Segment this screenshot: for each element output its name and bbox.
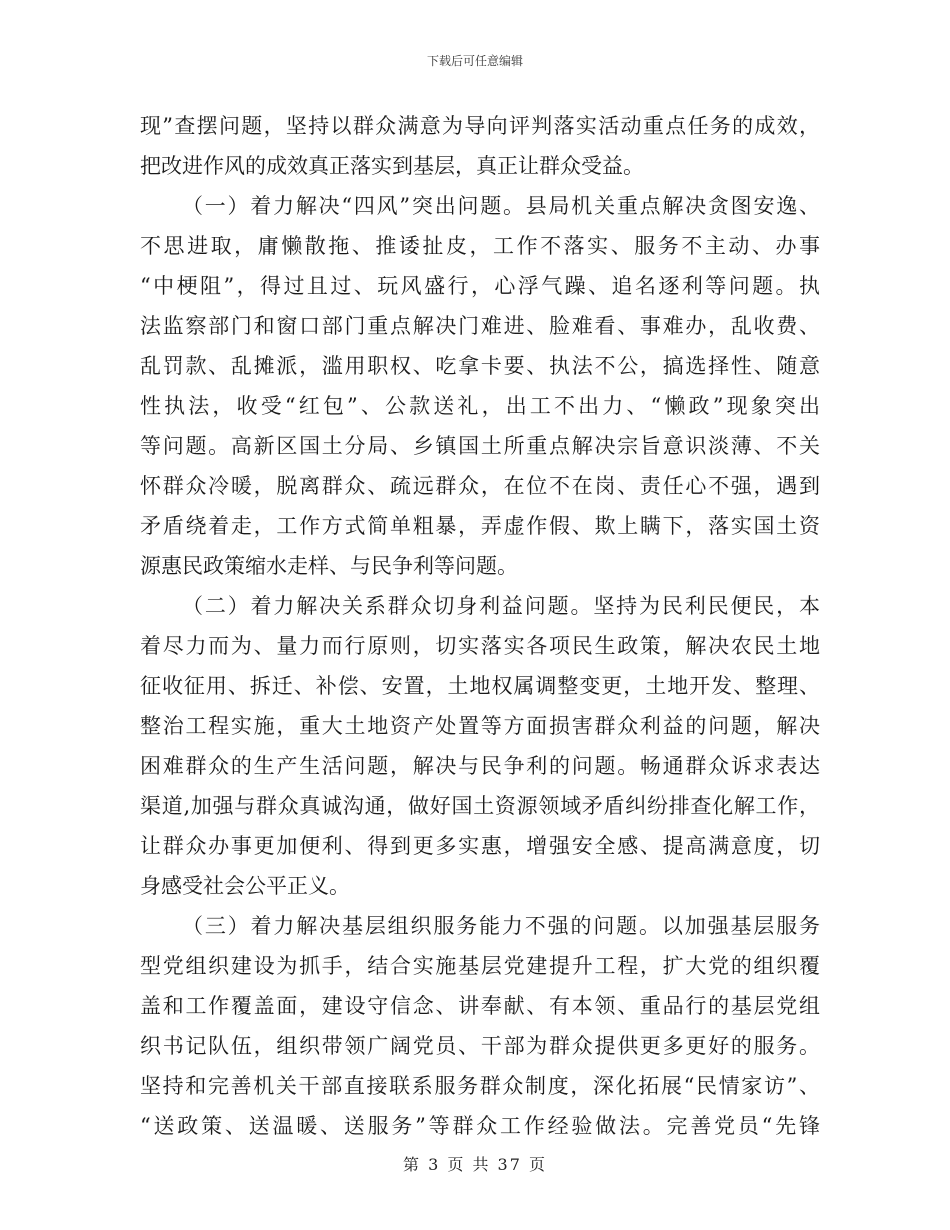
text-line: 不思进取，庸懒散拖、推诿扯皮，工作不落实、服务不主动、办事 — [140, 234, 820, 258]
text-line: 性执法，收受“红包”、公款送礼，出工不出力、“懒政”现象突出 — [140, 394, 820, 418]
text-line: 征收征用、拆迁、补偿、安置，土地权属调整变更，土地开发、整理、 — [140, 674, 820, 698]
text-line: 困难群众的生产生活问题，解决与民争利的问题。畅通群众诉求表达 — [140, 754, 820, 778]
text-line: （一）着力解决“四风”突出问题。县局机关重点解决贪图安逸、 — [182, 194, 820, 218]
text-line: 矛盾绕着走，工作方式简单粗暴，弄虚作假、欺上瞒下，落实国土资 — [140, 514, 820, 538]
text-line: “送政策、送温暖、送服务”等群众工作经验做法。完善党员“先锋 — [140, 1114, 820, 1138]
text-line: 乱罚款、乱摊派，滥用职权、吃拿卡要、执法不公，搞选择性、随意 — [140, 354, 820, 378]
text-line: 源惠民政策缩水走样、与民争利等问题。 — [140, 554, 518, 578]
text-line: 渠道,加强与群众真诚沟通，做好国土资源领域矛盾纠纷排查化解工作， — [140, 794, 820, 818]
text-line: 怀群众冷暖，脱离群众、疏远群众，在位不在岗、责任心不强，遇到 — [140, 474, 820, 498]
text-line: （三）着力解决基层组织服务能力不强的问题。以加强基层服务 — [182, 914, 820, 938]
text-line: “中梗阻”，得过且过、玩风盛行，心浮气躁、追名逐利等问题。执 — [140, 274, 820, 298]
page-number-footer: 第 3 页 共 37 页 — [403, 1155, 547, 1174]
text-line: 坚持和完善机关干部直接联系服务群众制度，深化拓展“民情家访”、 — [140, 1074, 820, 1098]
document-body — [140, 106, 820, 1146]
text-line: 盖和工作覆盖面，建设守信念、讲奉献、有本领、重品行的基层党组 — [140, 994, 820, 1018]
text-line: 整治工程实施，重大土地资产处置等方面损害群众利益的问题，解决 — [140, 714, 820, 738]
text-line: 织书记队伍，组织带领广阔党员、干部为群众提供更多更好的服务。 — [140, 1034, 820, 1058]
text-line: 身感受社会公平正义。 — [140, 874, 350, 898]
text-line: （二）着力解决关系群众切身利益问题。坚持为民利民便民，本 — [182, 594, 820, 618]
text-line: 型党组织建设为抓手，结合实施基层党建提升工程，扩大党的组织覆 — [140, 954, 820, 978]
text-line: 等问题。高新区国土分局、乡镇国土所重点解决宗旨意识淡薄、不关 — [140, 434, 820, 458]
text-line: 把改进作风的成效真正落实到基层，真正让群众受益。 — [140, 154, 644, 178]
text-line: 着尽力而为、量力而行原则，切实落实各项民生政策，解决农民土地 — [140, 634, 820, 658]
text-line: 现”查摆问题，坚持以群众满意为导向评判落实活动重点任务的成效， — [140, 114, 820, 138]
page-header: 下载后可任意编辑 — [426, 54, 523, 68]
text-line: 法监察部门和窗口部门重点解决门难进、脸难看、事难办，乱收费、 — [140, 314, 820, 338]
text-line: 让群众办事更加便利、得到更多实惠，增强安全感、提高满意度，切 — [140, 834, 820, 858]
